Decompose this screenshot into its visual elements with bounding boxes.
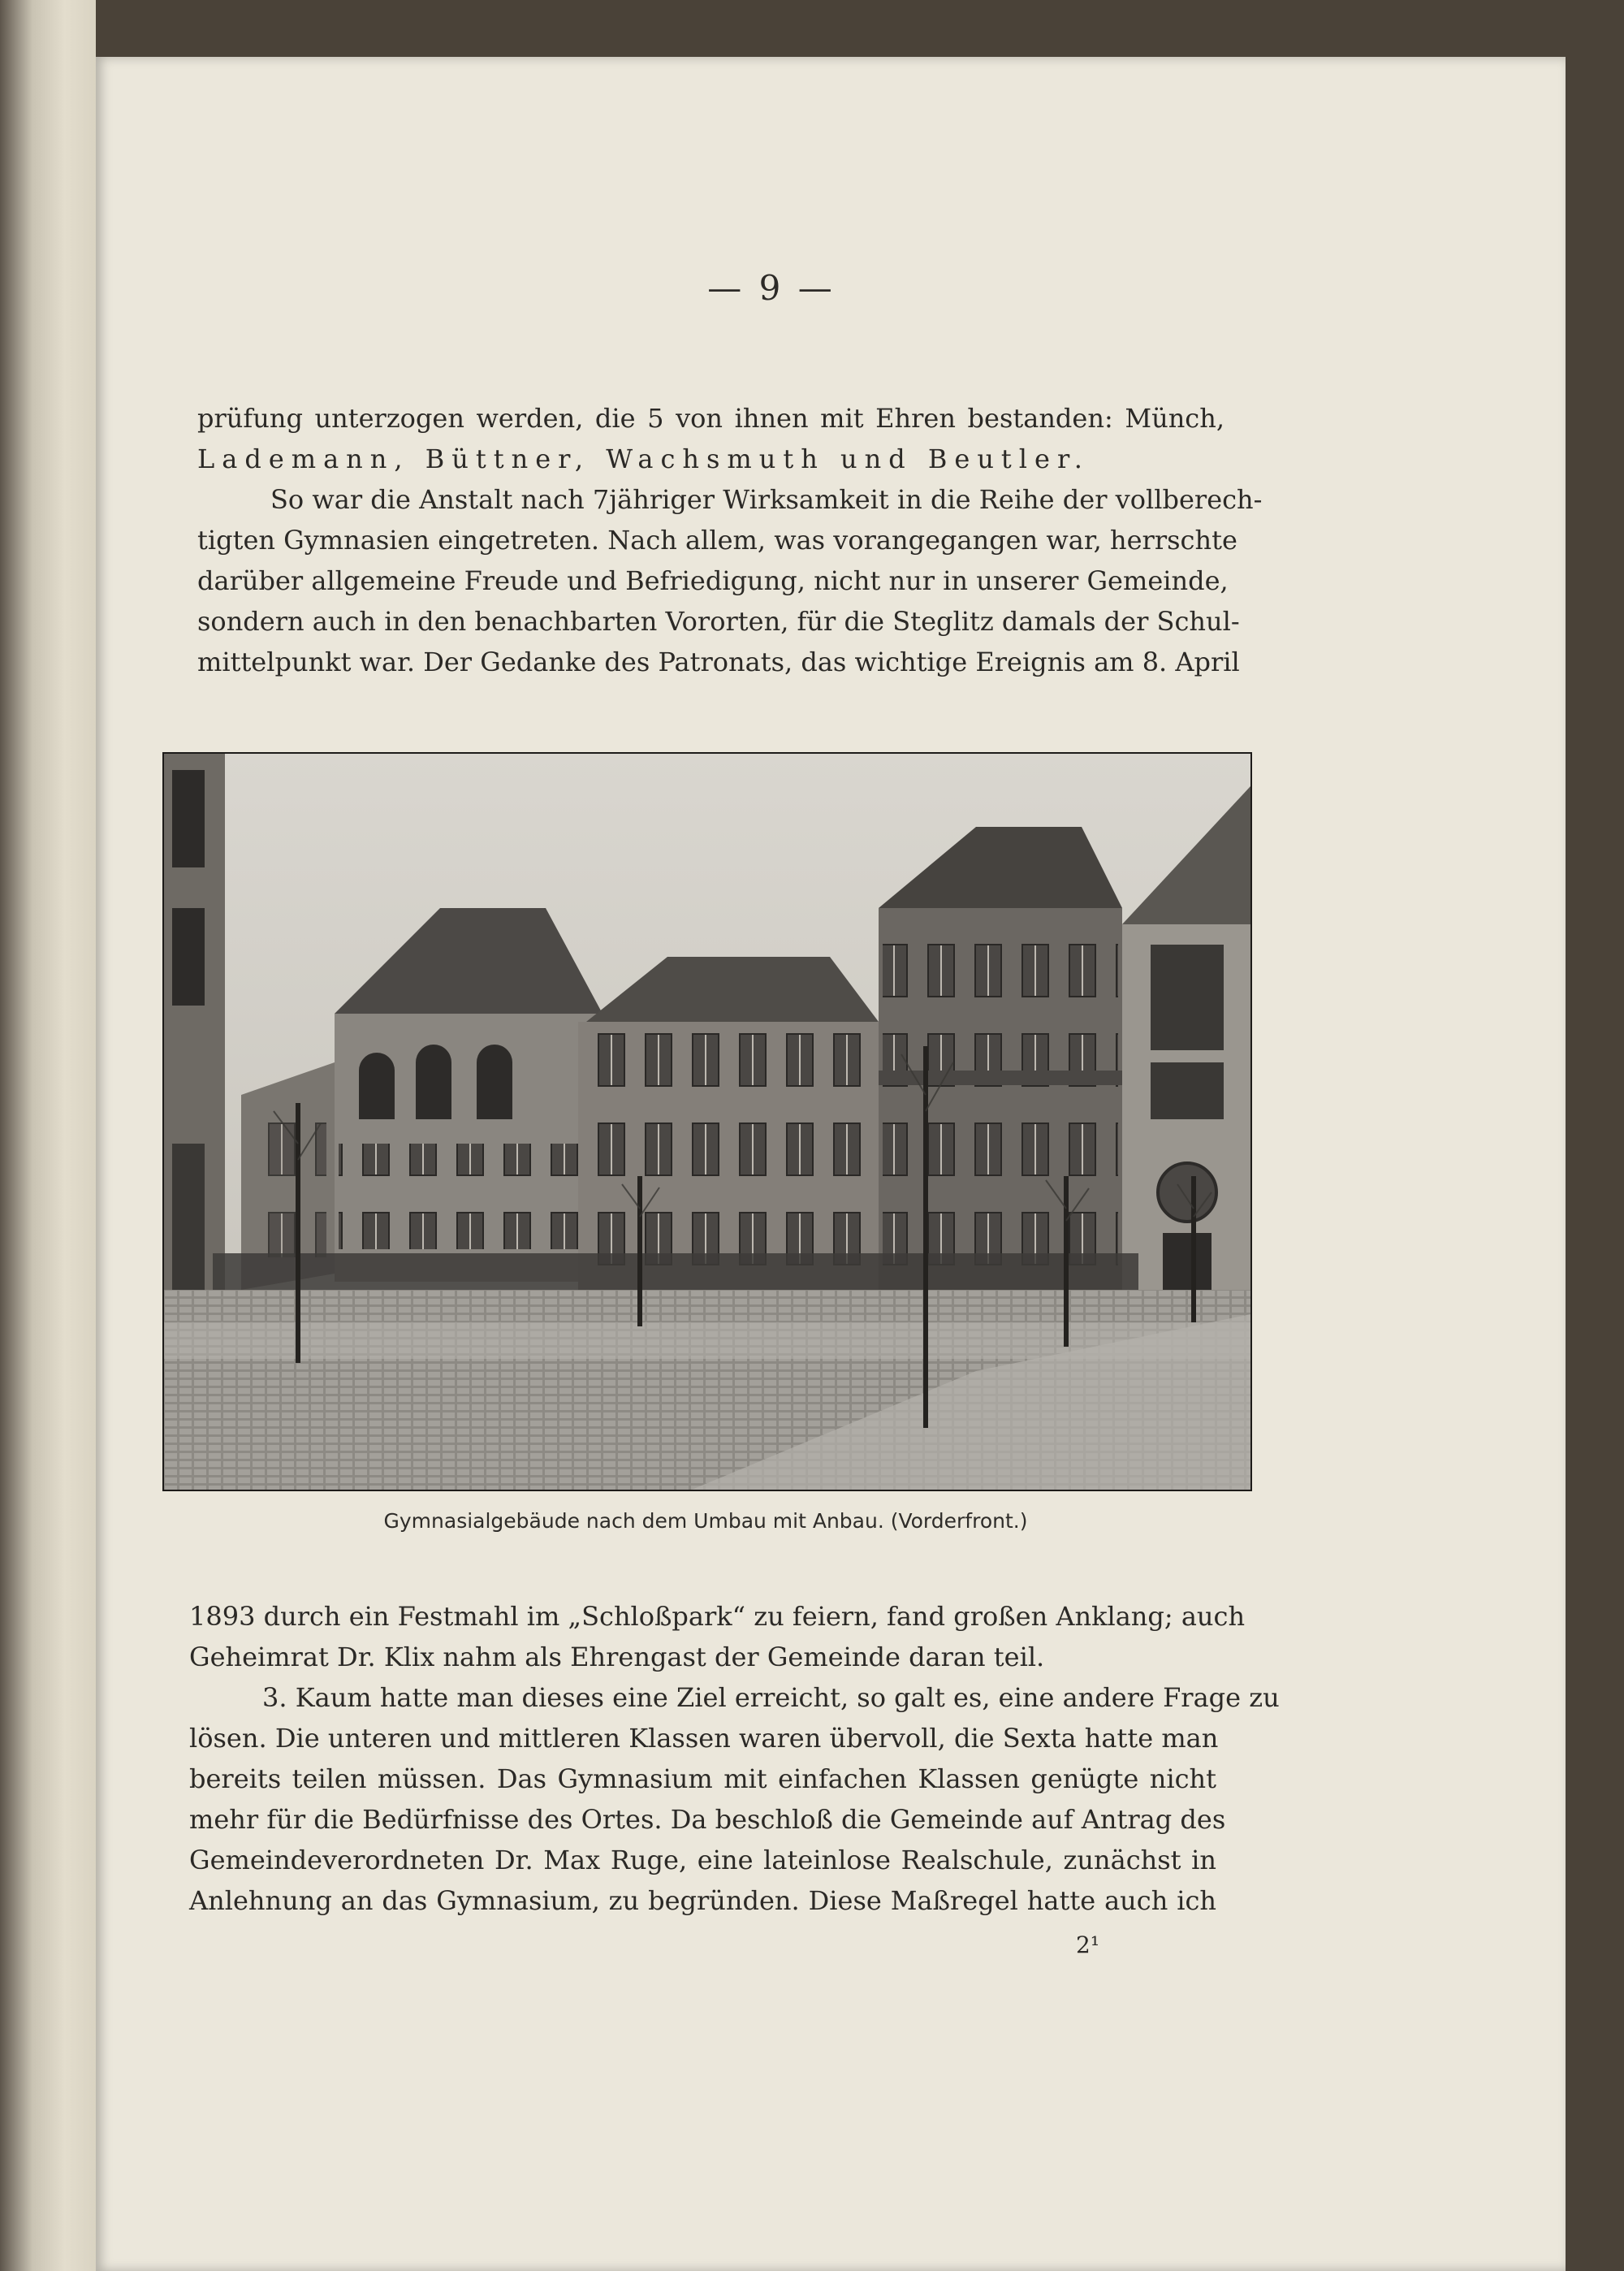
school-building-photo	[162, 752, 1252, 1491]
photo-caption: Gymnasialgebäude nach dem Umbau mit Anbau. (Vorderfront.)	[383, 1509, 1028, 1533]
text-line: darüber allgemeine Freude und Befriedigung, nicht nur in unserer Gemeinde,	[197, 565, 1229, 596]
facing-page-edge	[0, 0, 96, 2271]
text-line: So war die Anstalt nach 7jähriger Wirksamkeit in die Reihe der vollberech-	[270, 484, 1263, 515]
signature-mark: 2¹	[1076, 1931, 1100, 1958]
text-line: Anlehnung an das Gymnasium, zu begründen. Diese Maßregel hatte auch ich	[189, 1885, 1216, 1916]
text-line: Lademann, Büttner, Wachsmuth und Beutler.	[197, 443, 1090, 474]
text-line: Gemeindeverordneten Dr. Max Ruge, eine lateinlose Realschule, zunächst in	[189, 1845, 1216, 1875]
photo-illustration	[164, 754, 1250, 1490]
text-line: tigten Gymnasien eingetreten. Nach allem, was vorangegangen war, herrschte	[197, 525, 1237, 556]
text-line: bereits teilen müssen. Das Gymnasium mit einfachen Klassen genügte nicht	[189, 1763, 1216, 1794]
text-line: mittelpunkt war. Der Gedanke des Patronats, das wichtige Ereignis am 8. April	[197, 647, 1240, 677]
paragraph-bottom	[189, 1596, 1280, 1921]
text-line: mehr für die Bedürfnisse des Ortes. Da beschloß die Gemeinde auf Antrag des	[189, 1804, 1226, 1835]
text-line: sondern auch in den benachbarten Vororten, für die Steglitz damals der Schul-	[197, 606, 1240, 637]
text-line: prüfung unterzogen werden, die 5 von ihnen mit Ehren bestanden: Münch,	[197, 403, 1224, 434]
paragraph-top	[197, 398, 1263, 682]
text-line: 3. Kaum hatte man dieses eine Ziel erreicht, so galt es, eine andere Frage zu	[262, 1682, 1280, 1713]
text-line: Geheimrat Dr. Klix nahm als Ehrengast der Gemeinde daran teil.	[189, 1642, 1045, 1672]
text-line: lösen. Die unteren und mittleren Klassen waren übervoll, die Sexta hatte man	[189, 1723, 1219, 1754]
text-line: 1893 durch ein Festmahl im „Schloßpark“ zu feiern, fand großen Anklang; auch	[189, 1601, 1246, 1632]
page-number: — 9 —	[707, 268, 836, 308]
